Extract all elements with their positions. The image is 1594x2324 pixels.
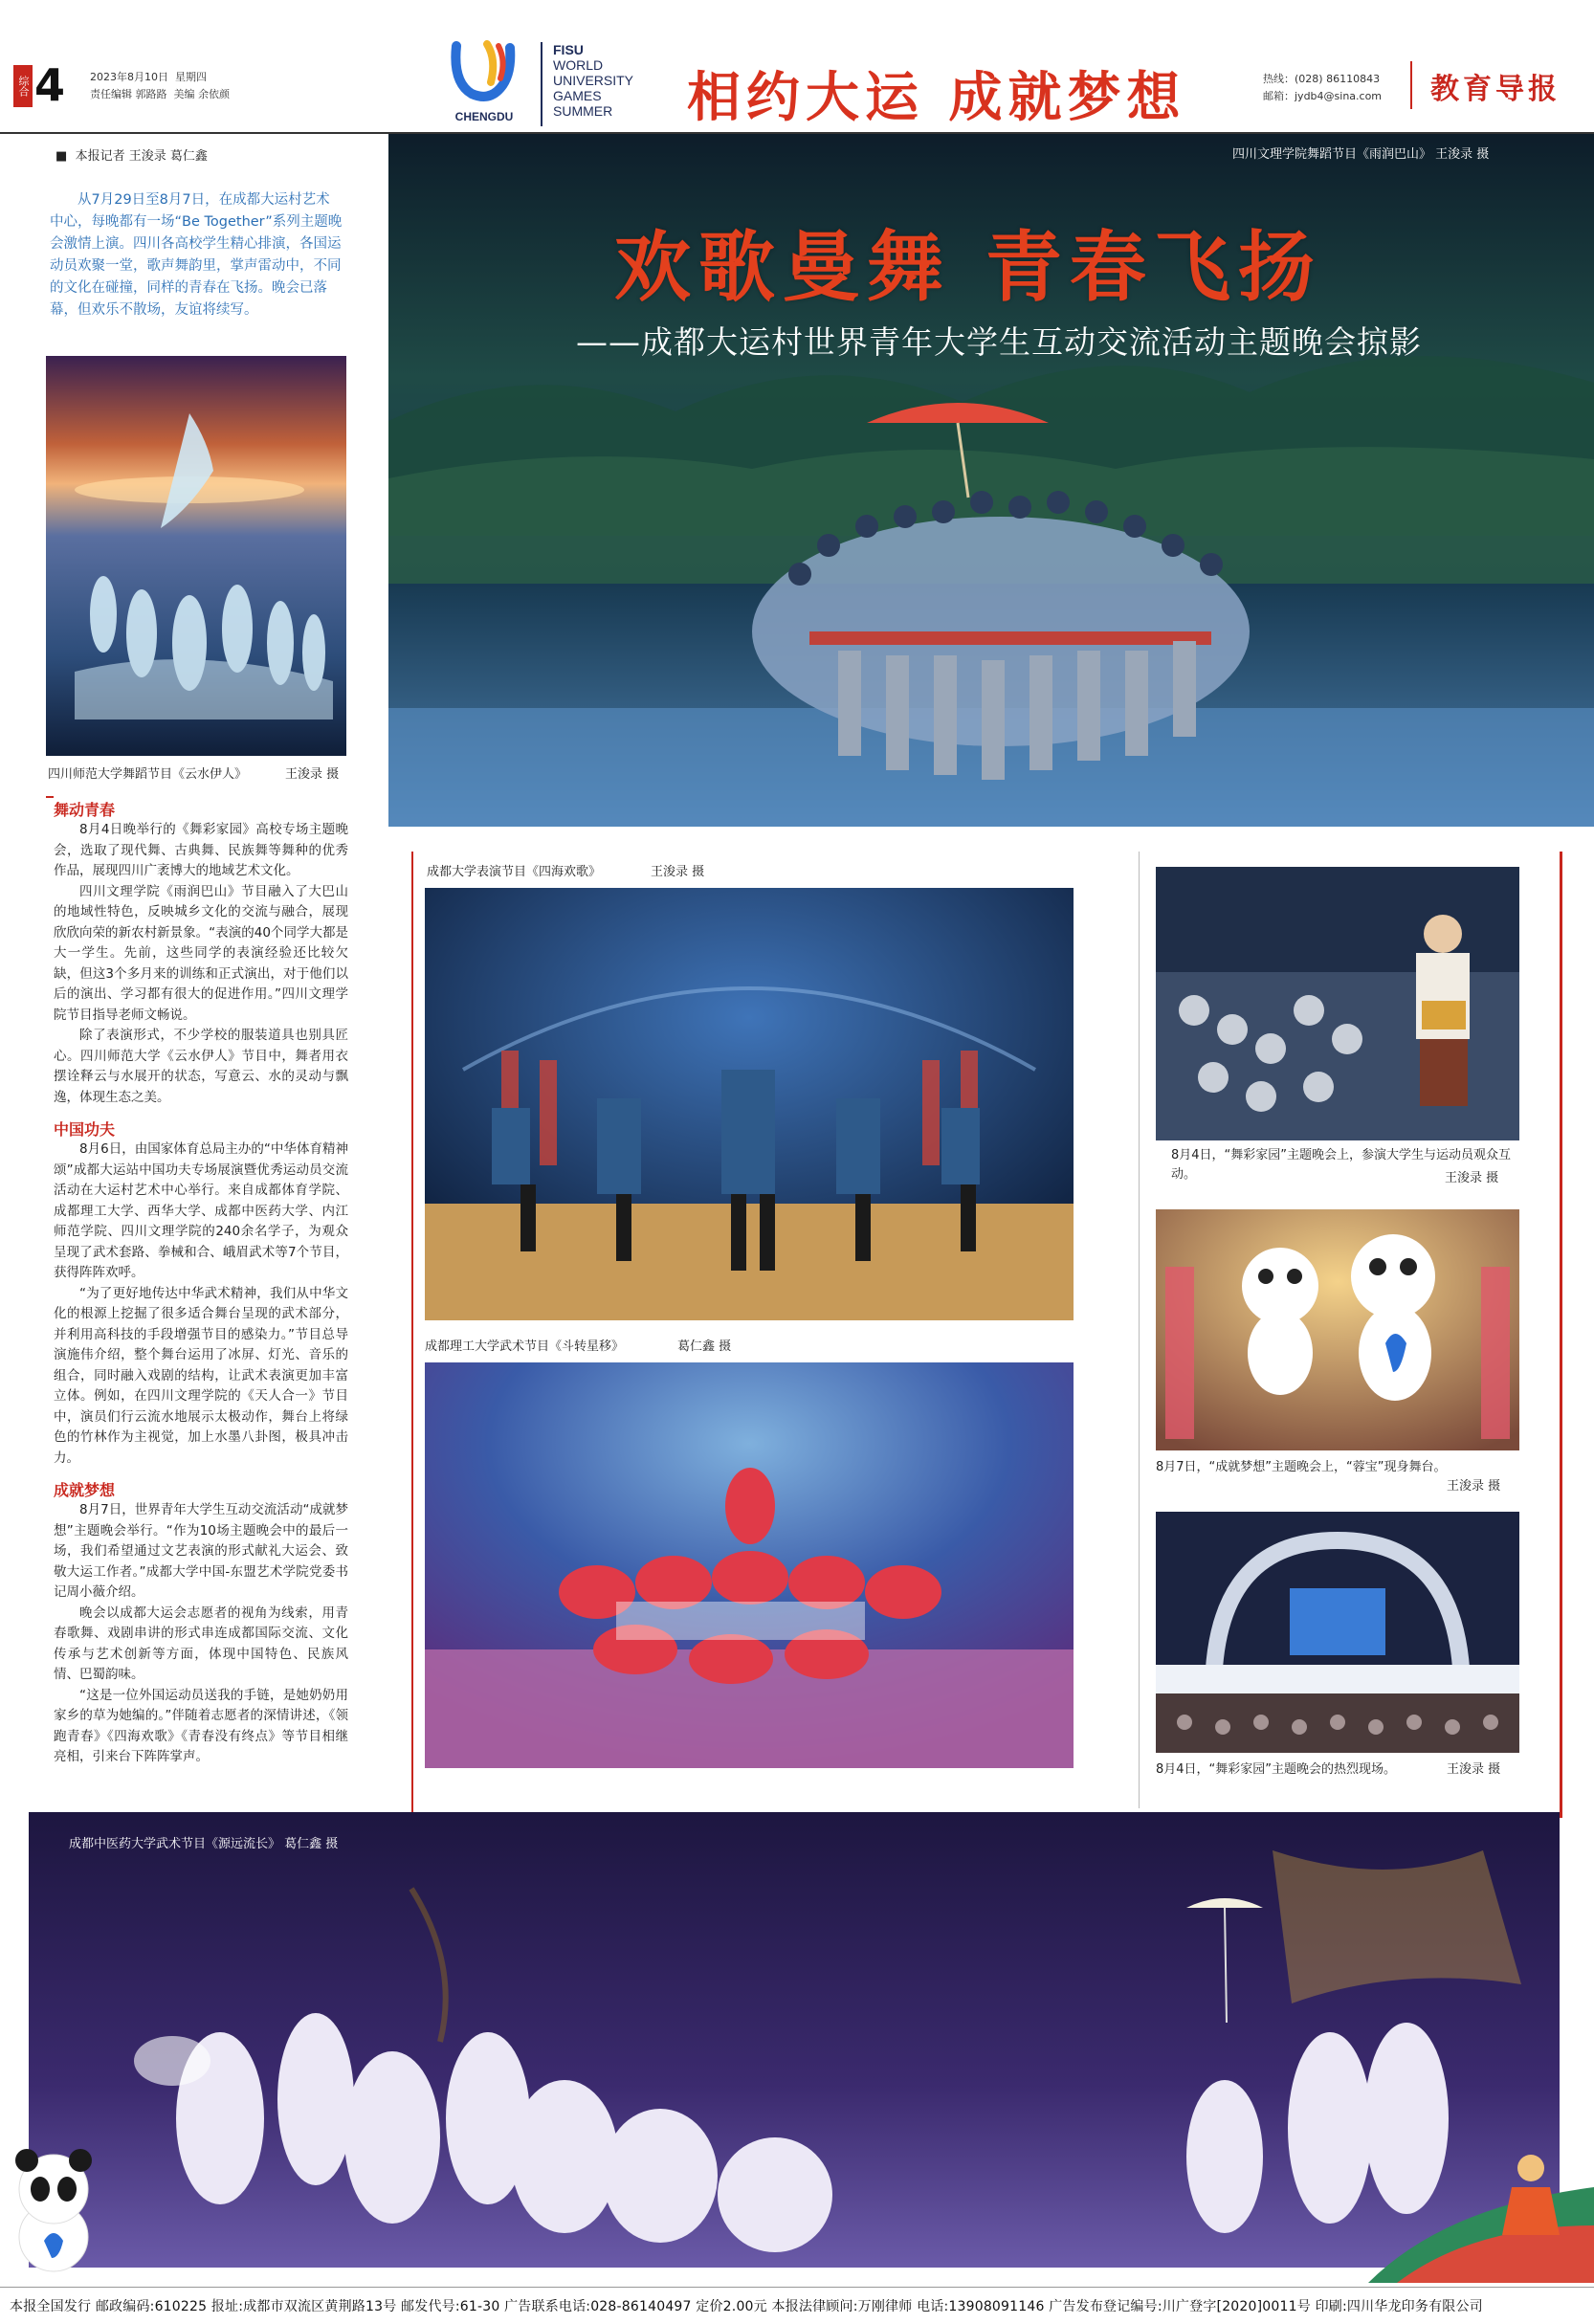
credit-douzhuan: 葛仁鑫 摄 <box>677 1339 732 1354</box>
right-column-divider <box>1139 852 1140 1808</box>
paragraph: “这是一位外国运动员送我的手链，是她奶奶用家乡的草为她编的。”伴随着志愿者的深情讲述，《领跑青春》《四海欢歌》《青春没有终点》等节目相继亮相，引来台下阵阵掌声。 <box>54 1687 348 1764</box>
section-body <box>54 1500 348 1768</box>
photo-sihai-huange <box>425 888 1074 1320</box>
paragraph: 8月4日晚举行的《舞彩家园》高校专场主题晚会，选取了现代舞、古典舞、民族舞等舞种的优秀作品，展现四川广袤博大的地域艺术文化。 <box>54 822 348 878</box>
byline: ■ 本报记者 王浚录 葛仁鑫 <box>55 149 208 164</box>
byline-text: 本报记者 王浚录 葛仁鑫 <box>75 149 208 164</box>
section-body <box>54 820 348 1108</box>
photo-interaction <box>1156 867 1519 1140</box>
chengdu-universiade-logo <box>443 40 525 126</box>
issue-date <box>90 69 207 84</box>
paragraph: 8月7日，世界青年大学生互动交流活动“成就梦想”主题晚会举行。“作为10场主题晚会中的最后一场，我们希望通过文艺表演的形式献礼大运会、致敬大运工作者。”成都大学中国-东盟艺术学院党委书记周小薇介绍。 <box>54 1502 348 1600</box>
runner-decoration-icon <box>1368 2130 1594 2283</box>
photo-yuanyuan-liuchang <box>29 1812 1560 2268</box>
paragraph: 四川文理学院《雨润巴山》节目融入了大巴山的地域性特色，反映城乡文化的交流与融合，展现欣欣向荣的新农村新景象。“表演的40个同学大都是大一学生。先前，这些同学的表演经验还比较欠缺，但这3个多月来的训练和正式演出，对于他们以后的演出、学习都有很大的促进作用。”四川文理学院节目指导老师文畅说。 <box>54 883 348 1023</box>
designer-text: 美编 余依颜 <box>173 88 230 100</box>
fisu-line: FISU <box>553 42 584 57</box>
fisu-line: WORLD <box>553 57 604 73</box>
credit-rongbao: 王浚录 摄 <box>1447 1479 1501 1494</box>
caption-douzhuan <box>425 1336 624 1354</box>
photo-yunshui-dance <box>46 356 346 756</box>
caption-text: 成都理工大学武术节目《斗转星移》 <box>425 1339 625 1354</box>
paper-name: 教育导报 <box>1430 73 1561 106</box>
section-rule <box>46 796 54 798</box>
email: 邮箱：jydb4@sina.com <box>1263 90 1383 102</box>
svg-text:CHENGDU: CHENGDU <box>454 110 514 123</box>
hero-title: 欢歌曼舞 青春飞扬 <box>614 222 1322 312</box>
right-rule <box>1560 852 1562 1818</box>
masthead <box>0 0 1594 134</box>
caption-text: 四川师范大学舞蹈节目《云水伊人》 <box>48 767 248 782</box>
paragraph: 8月6日，由国家体育总局主办的“中华体育精神颂”成都大运站中国功夫专场展演暨优秀运动员交流活动在大运村艺术中心举行。来自成都体育学院、成都理工大学、西华大学、成都中医药大学、内江师范学院、四川文理学院的240余名学子，为观众呈现了武术套路、拳械和合、峨眉武术等7个节目，获得阵阵欢呼。 <box>54 1141 348 1280</box>
caption-sihai <box>427 861 601 879</box>
weekday-text: 星期四 <box>175 71 207 83</box>
hero-credit: 四川文理学院舞蹈节目《雨润巴山》 王浚录 摄 <box>1232 147 1490 162</box>
credit-yunshui: 王浚录 摄 <box>285 767 340 782</box>
section-body <box>54 1140 348 1469</box>
logo-divider <box>541 42 542 126</box>
paragraph: “为了更好地传达中华武术精神，我们从中华文化的根源上挖掘了很多适合舞台呈现的武术部分，并利用高科技的手段增强节目的感染力。”节目总导演施伟介绍，整个舞台运用了冰屏、灯光、音乐的组合，同时融入戏剧的结构，让武术表演更加丰富立体。例如，在四川文理学院的《天人合一》节目中，演员们行云流水地展示太极动作，舞台上将绿色的竹林作为主视觉，加上水墨八卦图，极具冲击力。 <box>54 1285 348 1466</box>
hotline: 热线：(028) 86110843 <box>1263 73 1381 85</box>
photo-scene <box>1156 1512 1519 1753</box>
caption-yunshui <box>48 764 247 782</box>
footer-info: 本报全国发行 邮政编码:610225 报址:成都市双流区黄荆路13号 邮发代号:61-30 广告联系电话:028-86140497 定价2.00元 本报法律顾问:万刚律师 电话:13908091146 广告发布登记编号:川广登字[2020]0011号 印刷:四川华龙印务有限公司 <box>10 2299 1483 2314</box>
section-heading: 成就梦想 <box>54 1481 116 1499</box>
credit-scene: 王浚录 摄 <box>1447 1762 1501 1777</box>
paragraph: 除了表演形式，不少学校的服装道具也别具匠心。四川师范大学《云水伊人》节目中，舞者用衣摆诠释云与水展开的状态，写意云、水的灵动与飘逸，体现生态之美。 <box>54 1028 348 1105</box>
hero-subtitle: ——成都大运村世界青年大学生互动交流活动主题晚会掠影 <box>576 323 1422 361</box>
section-heading: 舞动青春 <box>54 801 116 819</box>
panda-mascot-icon <box>6 2149 101 2273</box>
caption-scene: 8月4日，“舞彩家园”主题晚会的热烈现场。 <box>1156 1762 1397 1777</box>
credit-sihai: 王浚录 摄 <box>651 865 705 879</box>
photo-douzhuan-xingyi <box>425 1362 1074 1768</box>
caption-text: 成都大学表演节目《四海欢歌》 <box>427 865 602 879</box>
column-rule <box>411 852 413 1827</box>
credit-interaction: 王浚录 摄 <box>1445 1171 1499 1185</box>
fisu-line: UNIVERSITY <box>553 73 634 88</box>
photo-rongbao <box>1156 1209 1519 1450</box>
article-body-column <box>54 798 348 1768</box>
date-text: 2023年8月10日 <box>90 71 168 83</box>
page-section-label: 综合 <box>13 65 33 107</box>
paper-divider <box>1410 61 1412 109</box>
masthead-slogan: 相约大运 成就梦想 <box>687 66 1186 129</box>
section-heading: 中国功夫 <box>54 1120 116 1139</box>
fisu-line: GAMES <box>553 88 602 103</box>
fisu-wordmark <box>553 42 633 119</box>
caption-rongbao: 8月7日，“成就梦想”主题晚会上，“蓉宝”现身舞台。 <box>1156 1460 1447 1474</box>
editor-credits <box>90 86 230 101</box>
caption-interaction: 8月4日，“舞彩家园”主题晚会上，参演大学生与运动员观众互动。 <box>1171 1148 1512 1182</box>
caption-yuanyuan: 成都中医药大学武术节目《源远流长》 葛仁鑫 摄 <box>69 1837 339 1851</box>
page-number: 4 <box>34 59 66 111</box>
fisu-line: SUMMER <box>553 103 613 119</box>
intro-paragraph: 从7月29日至8月7日，在成都大运村艺术中心，每晚都有一场“Be Together”系列主题晚会激情上演。四川各高校学生精心排演，各国运动员欢聚一堂，歌声舞韵里，掌声雷动中，不同的文化在碰撞，同样的青春在飞扬。晚会已落幕，但欢乐不散场，友谊将续写。 <box>50 192 343 318</box>
editor-text: 责任编辑 郭路路 <box>90 88 167 100</box>
paragraph: 晚会以成都大运会志愿者的视角为线索，用青春歌舞、戏剧串讲的形式串连成都国际交流、文化传承与艺术创新等方面，体现中国特色、民族风情、巴蜀韵味。 <box>54 1605 348 1682</box>
